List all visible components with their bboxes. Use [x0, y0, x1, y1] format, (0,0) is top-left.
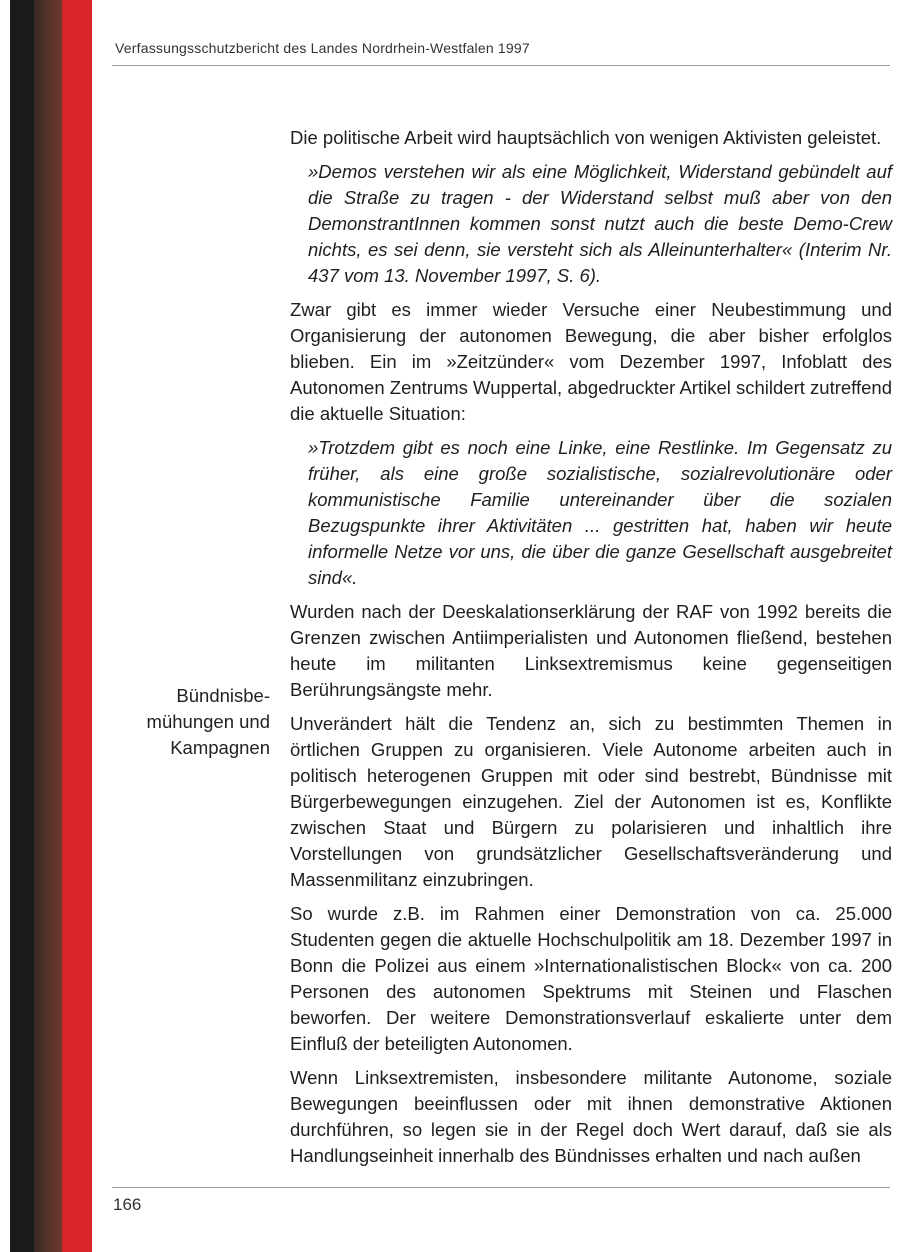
- edge-bar-brown: [34, 0, 62, 1252]
- running-header: Verfassungsschutzbericht des Landes Nordrhein-Westfalen 1997: [115, 40, 530, 56]
- page-number: 166: [113, 1195, 142, 1214]
- paragraph: Unverändert hält die Tendenz an, sich zu bestimmten Themen in örtlichen Gruppen zu organisieren. Viele Autonome arbeiten auch in politisch heterogenen Gruppen mit oder sind bestrebt, Bündnisse mit Bürgerbewegungen einzugehen. Ziel der Autonomen ist es, Konflikte zwischen Staat und Bürgern zu polarisieren und inhaltlich ihre Vorstellungen von grundsätzlicher Gesellschaftsveränderung und Massenmilitanz einzubringen.: [290, 713, 892, 890]
- block-quote: »Demos verstehen wir als eine Möglichkeit, Widerstand gebündelt auf die Straße zu tragen - der Widerstand selbst muß aber von den DemonstrantInnen kommen sonst nutzt auch die beste Demo-Crew nichts, es sei denn, sie versteht sich als Alleinunterhalter« (Interim Nr. 437 vom 13. November 1997, S. 6).: [308, 161, 892, 286]
- paragraph: So wurde z.B. im Rahmen einer Demonstration von ca. 25.000 Studenten gegen die aktuelle Hochschulpolitik am 18. Dezember 1997 in Bonn die Polizei aus einem »Internationalistischen Block« von ca. 200 Personen des autonomen Spektrums mit Steinen und Flaschen beworfen. Der weitere Demonstrationsverlauf eskalierte unter dem Einfluß der beteiligten Autonomen.: [290, 903, 892, 1054]
- edge-bar-black: [10, 0, 34, 1252]
- edge-bar-red: [62, 0, 92, 1252]
- block-quote: »Trotzdem gibt es noch eine Linke, eine Restlinke. Im Gegensatz zu früher, als eine große sozialistische, sozialrevolutionäre oder kommunistische Familie untereinander über die sozialen Bezugspunkte ihrer Aktivitäten ... gestritten hat, haben wir heute informelle Netze vor uns, die über die ganze Gesellschaft ausgebreitet sind«.: [308, 437, 892, 588]
- paragraph: Wenn Linksextremisten, insbesondere militante Autonome, soziale Bewegungen beeinflussen oder mit ihnen demonstrative Aktionen durchführen, so legen sie in der Regel doch Wert darauf, daß sie als Handlungseinheit innerhalb des Bündnisses erhalten und nach außen: [290, 1067, 892, 1166]
- header-rule: [112, 65, 890, 66]
- body-text: [290, 125, 892, 1177]
- margin-note: Bündnisbe-mühungen und Kampagnen: [146, 685, 270, 758]
- footer-rule: [112, 1187, 890, 1188]
- paragraph: Die politische Arbeit wird hauptsächlich von wenigen Aktivisten geleistet.: [290, 127, 882, 148]
- paragraph: Wurden nach der Deeskalationserklärung der RAF von 1992 bereits die Grenzen zwischen Antiimperialisten und Autonomen fließend, bestehen heute im militanten Linksextremismus keine gegenseitigen Berührungsängste mehr.: [290, 601, 892, 700]
- paragraph: Zwar gibt es immer wieder Versuche einer Neubestimmung und Organisierung der autonomen Bewegung, die aber bisher erfolglos blieben. Ein im »Zeitzünder« vom Dezember 1997, Infoblatt des Autonomen Zentrums Wuppertal, abgedruckter Artikel schildert zutreffend die aktuelle Situation:: [290, 299, 892, 424]
